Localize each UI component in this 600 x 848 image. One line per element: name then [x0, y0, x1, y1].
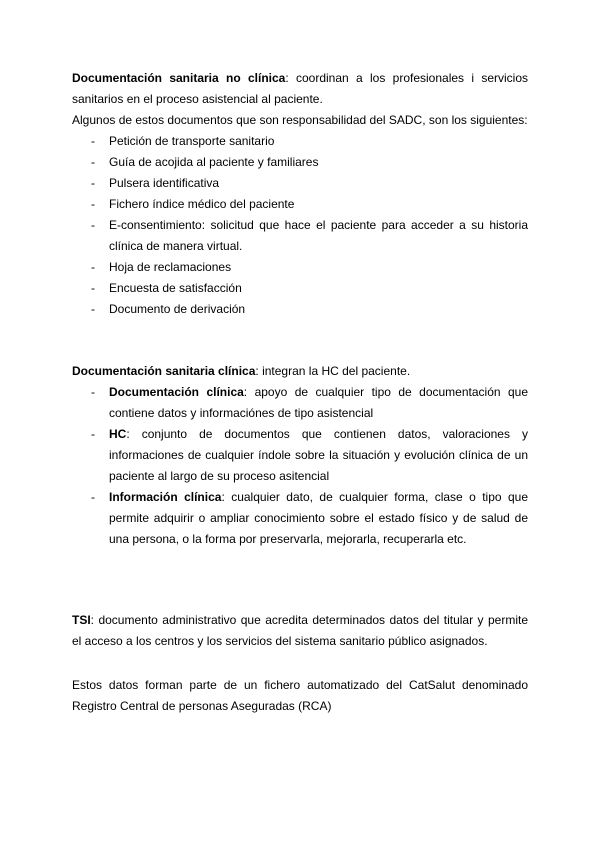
tsi-definition: [72, 610, 528, 652]
non-clinical-intro: Algunos de estos documentos que son responsabilidad del SADC, son los siguientes:: [72, 113, 528, 127]
non-clinical-list: [72, 131, 528, 320]
list-item: [72, 278, 528, 299]
bullet-dash: -: [91, 260, 95, 274]
list-item: [72, 382, 528, 424]
list-item-text: Documento de derivación: [109, 302, 246, 316]
bullet-dash: -: [91, 218, 95, 232]
list-item: [72, 152, 528, 173]
bullet-dash: -: [91, 176, 95, 190]
list-item-text: Encuesta de satisfacción: [109, 281, 242, 295]
list-item-text: Pulsera identificativa: [109, 176, 220, 190]
list-item-text: E-consentimiento: solicitud que hace el paciente para acceder a su historia clínica de manera virtual.: [109, 218, 528, 253]
clinical-list: [72, 382, 528, 550]
section-non-clinical-docs: [72, 68, 528, 320]
clinical-definition-text: : integran la HC del paciente.: [255, 364, 411, 378]
bullet-dash: -: [91, 197, 95, 211]
list-item-text: Guía de acojida al paciente y familiares: [109, 155, 319, 169]
list-item: [72, 131, 528, 152]
list-item: [72, 194, 528, 215]
list-item-text: : cualquier dato, de cualquier forma, clase o tipo que permite adquirir o ampliar conocimiento sobre el estado físico y de salud de una persona, o la forma por preservarla, mejorarla, recuperarla etc.: [109, 490, 529, 546]
tsi-term: TSI: [72, 613, 91, 627]
bullet-dash: -: [91, 155, 95, 169]
bullet-dash: -: [91, 490, 95, 504]
list-item-term: Información clínica: [109, 490, 222, 504]
clinical-definition: [72, 361, 528, 382]
list-item: [72, 257, 528, 278]
non-clinical-definition-text: : coordinan a los profesionales i servicios sanitarios en el proceso asistencial al paciente.: [72, 71, 529, 106]
list-item: [72, 173, 528, 194]
section-rca: [72, 675, 528, 717]
bullet-dash: -: [91, 302, 95, 316]
bullet-dash: -: [91, 427, 95, 441]
section-clinical-docs: [72, 361, 528, 550]
list-item: [72, 299, 528, 320]
list-item: [72, 424, 528, 487]
non-clinical-term: Documentación sanitaria no clínica: [72, 71, 286, 85]
bullet-dash: -: [91, 281, 95, 295]
list-item-term: HC: [109, 427, 127, 441]
clinical-term: Documentación sanitaria clínica: [72, 364, 256, 378]
list-item-text: Hoja de reclamaciones: [109, 260, 232, 274]
section-tsi: [72, 610, 528, 652]
non-clinical-definition: [72, 68, 528, 110]
list-item-text: Petición de transporte sanitario: [109, 134, 275, 148]
list-item-text: : conjunto de documentos que contienen datos, valoraciones y informaciones de cualquier índole sobre la situación y evolución clínica de un paciente al largo de su proceso asitencial: [109, 427, 528, 483]
tsi-definition-text: : documento administrativo que acredita determinados datos del titular y permite el acceso a los centros y los servicios del sistema sanitario público asignados.: [72, 613, 528, 648]
rca-paragraph: Estos datos forman parte de un fichero automatizado del CatSalut denominado Registro Central de personas Aseguradas (RCA): [72, 678, 528, 713]
bullet-dash: -: [91, 385, 95, 399]
list-item: [72, 215, 528, 257]
bullet-dash: -: [91, 134, 95, 148]
list-item: [72, 487, 528, 550]
list-item-text: : apoyo de cualquier tipo de documentación que contiene datos y informaciónes de tipo asistencial: [109, 385, 528, 420]
list-item-text: Fichero índice médico del paciente: [109, 197, 295, 211]
list-item-term: Documentación clínica: [109, 385, 244, 399]
